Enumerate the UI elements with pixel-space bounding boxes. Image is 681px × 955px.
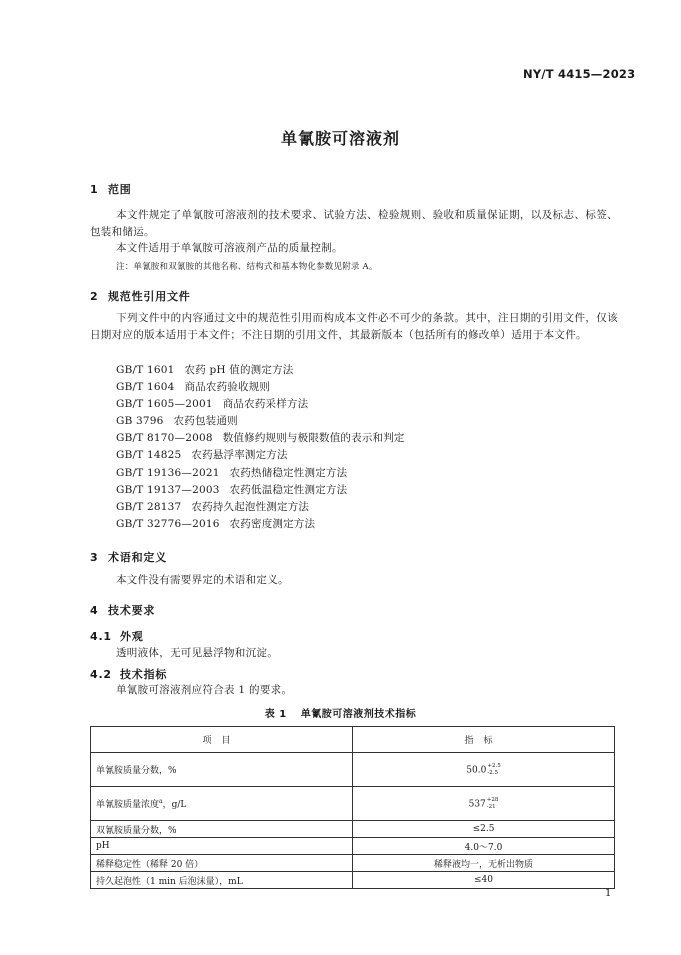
- reference-title: 数值修约规则与极限数值的表示和判定: [222, 432, 405, 445]
- section-title: 术语和定义: [108, 551, 167, 564]
- section-4-1-paragraph-1: [90, 645, 618, 662]
- section-1-paragraph-1: [90, 207, 618, 241]
- section-title: 规范性引用文件: [108, 290, 191, 303]
- reference-item: [116, 362, 405, 379]
- section-number: 2: [90, 290, 99, 303]
- paragraph-text: 本文件规定了单氰胺可溶液剂的技术要求、试验方法、检验规则、验收和质量保证期，以及标志、标签、包装和储运。: [90, 209, 618, 238]
- reference-item: [116, 379, 405, 396]
- table-row: [91, 838, 615, 855]
- table-cell-item: [91, 787, 353, 821]
- paragraph-text: 透明液体，无可见悬浮物和沉淀。: [116, 647, 278, 659]
- reference-code: GB/T 8170—2008: [116, 432, 213, 445]
- reference-code: GB/T 32776—2016: [116, 517, 220, 530]
- reference-title: 农药低温稳定性测定方法: [229, 483, 348, 496]
- reference-title: 农药密度测定方法: [229, 517, 316, 530]
- reference-code: GB/T 28137: [116, 500, 182, 513]
- table-cell-value: [353, 753, 615, 787]
- reference-title: 农药持久起泡性测定方法: [191, 500, 310, 513]
- item-label: 单氰胺质量浓度: [96, 800, 160, 810]
- tolerance-plus: +2.5: [487, 762, 501, 769]
- section-1-heading: [90, 181, 132, 197]
- table-cell-item: 持久起泡性（1 min 后泡沫量），mL: [91, 872, 353, 889]
- section-title: 外观: [120, 630, 144, 643]
- document-title: 单氰胺可溶液剂: [280, 129, 400, 148]
- table-cell-value: 4.0～7.0: [353, 838, 615, 855]
- table-number: 表 1: [264, 709, 287, 720]
- paragraph-text: 本文件适用于单氰胺可溶液剂产品的质量控制。: [116, 242, 343, 254]
- page-number: 1: [605, 888, 612, 899]
- table-cell-value: 稀释液均一，无析出物质: [353, 855, 615, 872]
- paragraph-text: 单氰胺可溶液剂应符合表 1 的要求。: [116, 684, 293, 696]
- reference-code: GB/T 19137—2003: [116, 483, 220, 496]
- table-row: [91, 872, 615, 889]
- value-text: 50.0: [466, 765, 487, 775]
- paragraph-text: 本文件没有需要界定的术语和定义。: [116, 574, 289, 586]
- section-1-paragraph-2: [90, 240, 618, 257]
- table-row: [91, 855, 615, 872]
- reference-item: [116, 430, 405, 447]
- reference-item: [116, 465, 405, 482]
- reference-code: GB 3796: [116, 415, 164, 428]
- section-title: 技术要求: [108, 604, 156, 617]
- reference-item: [116, 499, 405, 516]
- section-number: 3: [90, 551, 99, 564]
- table-cell-item: [91, 753, 353, 787]
- reference-title: 农药热储稳定性测定方法: [229, 466, 348, 479]
- section-number: 4.1: [90, 630, 112, 643]
- reference-item: [116, 396, 405, 413]
- section-title: 范围: [108, 183, 132, 196]
- paragraph-text: 下列文件中的内容通过文中的规范性引用而构成本文件必不可少的条款。其中，注日期的引用文件，仅该日期对应的版本适用于本文件；不注日期的引用文件，其最新版本（包括所有的修改单）适用于本文件。: [90, 312, 618, 341]
- section-2-heading: [90, 288, 191, 304]
- tolerance: [487, 763, 500, 777]
- reference-item: [116, 482, 405, 499]
- tolerance-minus: -21: [486, 803, 496, 810]
- table-row: [91, 753, 615, 787]
- table-cell-item: 稀释稳定性（稀释 20 倍）: [91, 855, 353, 872]
- item-unit: ，g/L: [162, 800, 187, 810]
- table-cell-value: [353, 787, 615, 821]
- reference-title: 商品农药采样方法: [222, 398, 309, 411]
- footnote-marker: a: [159, 798, 163, 805]
- reference-code: GB/T 1605—2001: [116, 398, 213, 411]
- table-caption: [0, 705, 681, 720]
- reference-code: GB/T 19136—2021: [116, 466, 220, 479]
- table-caption-text: 单氰胺可溶液剂技术指标: [300, 709, 417, 720]
- reference-code: GB/T 14825: [116, 449, 182, 462]
- table-row: [91, 787, 615, 821]
- reference-item: [116, 447, 405, 464]
- column-header-value: 指标: [353, 727, 615, 753]
- normative-references-list: [116, 362, 405, 533]
- column-header-item: 项目: [91, 727, 353, 753]
- section-number: 4.2: [90, 668, 112, 681]
- reference-code: GB/T 1601: [116, 364, 175, 376]
- section-4-2-paragraph-1: [90, 682, 618, 699]
- item-label: 单氰胺质量分数，%: [96, 766, 177, 776]
- reference-title: 农药 pH 值的测定方法: [184, 364, 294, 376]
- section-number: 4: [90, 604, 99, 617]
- section-4-2-heading: [90, 666, 167, 682]
- section-number: 1: [90, 183, 99, 196]
- reference-title: 农药包装通则: [173, 415, 238, 428]
- table-cell-value: ≤40: [353, 872, 615, 889]
- tolerance: [487, 797, 499, 811]
- reference-item: [116, 413, 405, 430]
- reference-code: GB/T 1604: [116, 381, 175, 394]
- standard-code: NY/T 4415—2023: [523, 67, 636, 81]
- section-4-heading: [90, 602, 155, 618]
- tolerance-plus: +28: [486, 796, 499, 803]
- reference-title: 农药悬浮率测定方法: [191, 449, 288, 462]
- table-row: [91, 821, 615, 838]
- section-1-note: 注：单氰胺和双氰胺的其他名称、结构式和基本物化参数见附录 A。: [116, 262, 378, 272]
- section-title: 技术指标: [120, 668, 168, 681]
- tolerance-minus: -2.5: [487, 769, 498, 776]
- reference-item: [116, 516, 405, 533]
- section-4-1-heading: [90, 628, 144, 644]
- value-text: 537: [468, 799, 486, 809]
- section-3-heading: [90, 549, 167, 565]
- section-3-paragraph-1: [90, 572, 618, 589]
- reference-title: 商品农药验收规则: [184, 381, 271, 394]
- table-header-row: [91, 727, 615, 753]
- spec-table: [90, 726, 615, 889]
- table-cell-value: ≤2.5: [353, 821, 615, 838]
- table-cell-item: pH: [91, 838, 353, 855]
- section-2-paragraph-1: [90, 310, 618, 344]
- table-cell-item: 双氰胺质量分数，%: [91, 821, 353, 838]
